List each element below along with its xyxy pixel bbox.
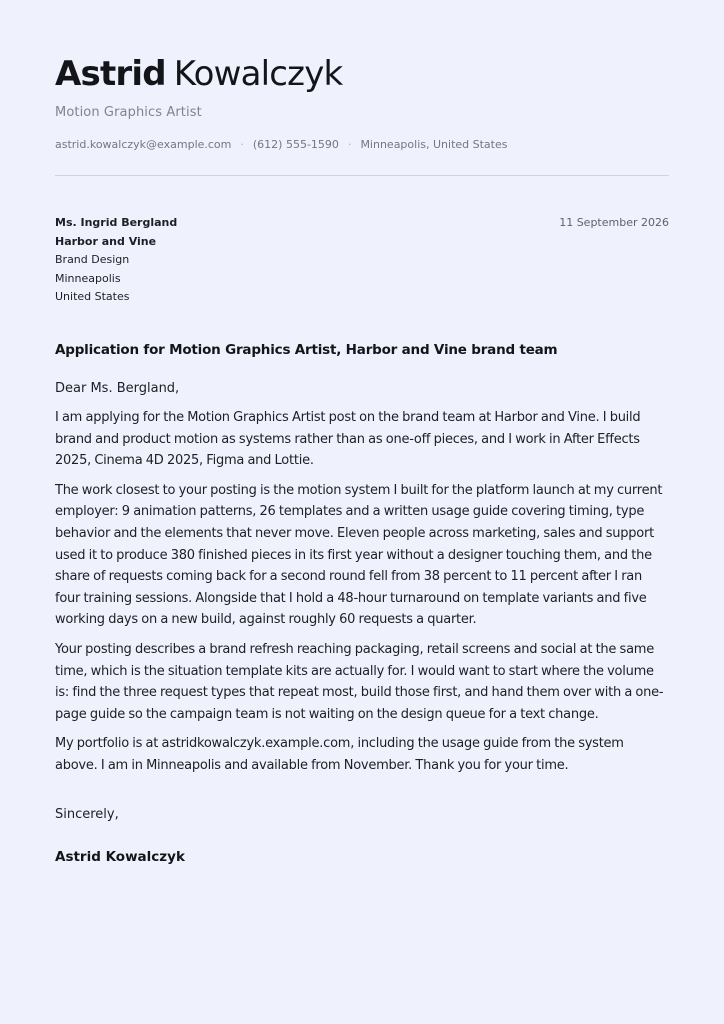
letter-closing: Sincerely, [55,806,119,822]
applicant-first-name: Astrid [55,54,166,94]
applicant-name [55,52,669,96]
letter-subject: Application for Motion Graphics Artist, Harbor and Vine brand team [55,341,558,358]
address-block [55,214,669,307]
contact-location: Minneapolis, United States [360,138,508,151]
applicant-last-name: Kowalczyk [173,54,343,94]
body-paragraph: The work closest to your posting is the motion system I built for the platform launch at my current employer: 9 animation patterns, 26 templates and a written usage guide covering timing, type behavior and the elements that never move. Eleven people across marketing, sales and support used it to produce 380 finished pieces in its first year without a designer touching them, and the share of requests coming back for a second round fell from 38 percent to 11 percent after I ran four training sessions. Alongside that I hold a 48-hour turnaround on template variants and five working days on a new build, against roughly 60 requests a quarter. [55,482,663,628]
contact-phone: (612) 555-1590 [252,138,339,151]
contact-line [55,137,669,153]
letter-signature: Astrid Kowalczyk [55,848,185,865]
body-paragraph: Your posting describes a brand refresh reaching packaging, retail screens and social at the same time, which is the situation template kits are actually for. I would want to start where the volume is: find the three request types that repeat most, build those first, and hand them over with a one-page guide so the campaign team is not waiting on the design queue for a text change. [55,641,664,722]
recipient-country: United States [55,290,130,303]
recipient-company: Harbor and Vine [55,234,157,248]
applicant-role: Motion Graphics Artist [55,105,202,120]
body-paragraph: My portfolio is at astridkowalczyk.example.com, including the usage guide from the system above. I am in Minneapolis and available from November. Thank you for your time. [55,736,624,773]
contact-separator: · [347,138,352,151]
recipient-name: Ms. Ingrid Bergland [55,216,178,229]
recipient-department: Brand Design [55,253,130,266]
header-divider [55,175,669,176]
letter-date: 11 September 2026 [559,216,669,229]
recipient-address [55,214,177,307]
letter-salutation: Dear Ms. Bergland, [55,380,180,396]
letter-header [55,52,669,176]
letter-body [55,407,669,777]
contact-email: astrid.kowalczyk@example.com [55,138,232,151]
body-paragraph: I am applying for the Motion Graphics Artist post on the brand team at Harbor and Vine. I build brand and product motion as systems rather than as one-off pieces, and I work in After Effects 2025, Cinema 4D 2025, Figma and Lottie. [55,410,641,469]
recipient-city: Minneapolis [55,271,121,285]
contact-separator: · [240,138,244,151]
